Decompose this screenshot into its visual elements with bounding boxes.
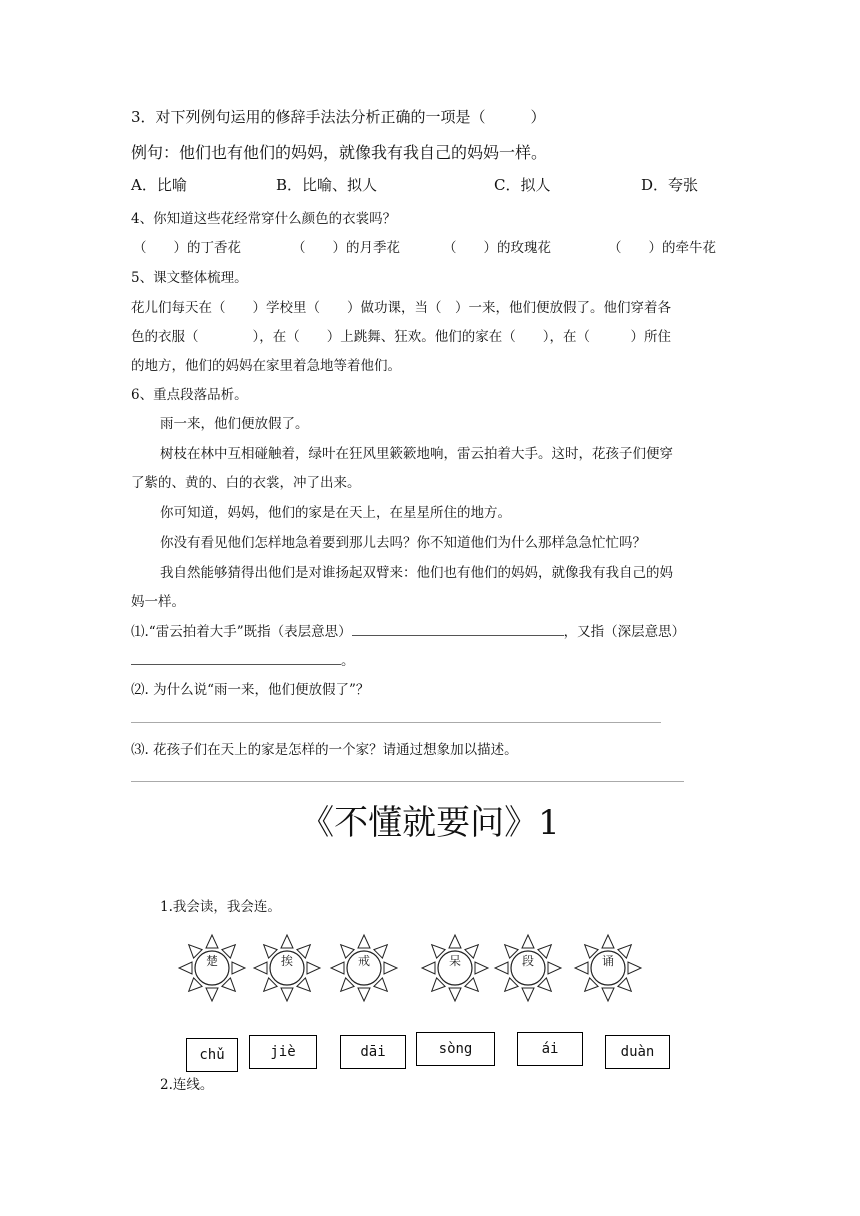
sun-ray (548, 962, 561, 974)
q4-blank-1: （ ）的丁香花 (133, 240, 241, 256)
q6-sub1-prefix: ⑴.“雷云拍着大手”既指（表层意思） (131, 624, 352, 640)
section-title: 《不懂就要问》1 (300, 803, 560, 843)
sun-ray (206, 988, 218, 1001)
pinyin-text: sòng (438, 1041, 473, 1057)
sun-ray (602, 988, 614, 1001)
q3-option-d: D．夸张 (641, 176, 699, 194)
sun-ray (628, 962, 641, 974)
q6-sub1-line2 (131, 649, 355, 669)
exercise-2-label: 2.连线。 (160, 1077, 214, 1093)
pinyin-text: dāi (360, 1044, 386, 1060)
pinyin-text: ái (541, 1041, 559, 1057)
sun-icon[interactable] (495, 935, 561, 1001)
sun-icon[interactable] (575, 935, 641, 1001)
q4-stem: 4、你知道这些花经常穿什么颜色的衣裳吗？ (131, 211, 397, 227)
sun-ray (307, 962, 320, 974)
q6-paragraph-5: 我自然能够猜得出他们是对谁扬起双臂来：他们也有他们的妈妈，就像我有我自己的妈 (160, 565, 673, 581)
sun-character: 挨 (280, 954, 294, 968)
q6-paragraph-4: 你没有看见他们怎样地急着要到那儿去吗？你不知道他们为什么那样急急忙忙吗？ (160, 535, 646, 551)
sun-ray (206, 935, 218, 948)
sun-ray (384, 962, 397, 974)
pinyin-text: chǔ (199, 1047, 225, 1063)
q6-paragraph-2-cont: 了紫的、黄的、白的衣裳，冲了出来。 (131, 475, 361, 491)
answer-blank[interactable] (352, 621, 564, 636)
q6-paragraph-3: 你可知道，妈妈，他们的家是在天上，在星星所住的地方。 (160, 505, 511, 521)
sun-ray (602, 935, 614, 948)
sun-character: 戒 (357, 954, 371, 968)
sun-ray (232, 962, 245, 974)
q5-stem: 5、课文整体梳理。 (131, 270, 248, 286)
sun-ray (522, 935, 534, 948)
sun-ray (422, 962, 435, 974)
q4-blank-3: （ ）的玫瑰花 (443, 240, 551, 256)
sun-ray (358, 935, 370, 948)
q6-paragraph-1: 雨一来，他们便放假了。 (160, 416, 309, 432)
sun-ray (449, 988, 461, 1001)
q5-line-1: 花儿们每天在（ ）学校里（ ）做功课，当（ ）一来，他们便放假了。他们穿着各 (131, 300, 671, 316)
sun-ray (522, 988, 534, 1001)
pinyin-text: jiè (270, 1044, 296, 1060)
pinyin-box[interactable] (186, 1038, 238, 1072)
pinyin-box[interactable] (517, 1032, 583, 1066)
q6-sub1 (131, 620, 685, 640)
q3-option-b: B．比喻、拟人 (276, 176, 378, 194)
sun-icon[interactable] (179, 935, 245, 1001)
pinyin-box[interactable] (340, 1035, 406, 1069)
sun-character: 段 (521, 954, 535, 968)
sun-ray (358, 988, 370, 1001)
sun-character: 呆 (448, 954, 462, 968)
q4-blank-2: （ ）的月季花 (292, 240, 400, 256)
sun-ray (281, 988, 293, 1001)
q6-sub3: ⑶. 花孩子们在天上的家是怎样的一个家？请通过想象加以描述。 (131, 742, 518, 758)
sun-icon[interactable] (331, 935, 397, 1001)
pinyin-box[interactable] (605, 1035, 670, 1069)
sun-ray (575, 962, 588, 974)
q3-option-c: C．拟人 (494, 176, 551, 194)
pinyin-box[interactable] (416, 1032, 495, 1066)
q5-line-3: 的地方，他们的妈妈在家里着急地等着他们。 (131, 358, 401, 374)
sun-character: 诵 (601, 954, 615, 968)
answer-line[interactable] (131, 781, 684, 782)
q6-sub1-mid: ，又指（深层意思） (563, 624, 686, 640)
q3-example: 例句：他们也有他们的妈妈，就像我有我自己的妈妈一样。 (131, 143, 548, 162)
sun-icon[interactable] (422, 935, 488, 1001)
pinyin-box[interactable] (249, 1035, 317, 1069)
sun-ray (281, 935, 293, 948)
q4-blank-4: （ ）的牵牛花 (608, 240, 716, 256)
sun-character: 楚 (205, 954, 219, 968)
sun-ray (475, 962, 488, 974)
sun-characters (0, 930, 860, 1010)
q6-sub2: ⑵. 为什么说“雨一来，他们便放假了”？ (131, 682, 370, 698)
q6-paragraph-2: 树枝在林中互相碰触着，绿叶在狂风里簌簌地响，雷云拍着大手。这时，花孩子们便穿 (160, 446, 673, 462)
q3-option-a: A．比喻 (131, 176, 187, 194)
q5-line-2: 色的衣服（ ），在（ ）上跳舞、狂欢。他们的家在（ ），在（ ）所住 (131, 329, 671, 345)
q6-sub1-end: 。 (341, 653, 355, 669)
pinyin-text: duàn (620, 1044, 655, 1060)
q6-stem: 6、重点段落品析。 (131, 387, 248, 403)
sun-ray (254, 962, 267, 974)
q3-stem: 3．对下列例句运用的修辞手法法分析正确的一项是（ ） (131, 108, 546, 126)
sun-icon[interactable] (254, 935, 320, 1001)
sun-ray (331, 962, 344, 974)
sun-ray (179, 962, 192, 974)
q6-paragraph-5-cont: 妈一样。 (131, 594, 185, 610)
answer-blank[interactable] (131, 650, 341, 665)
sun-ray (449, 935, 461, 948)
answer-line[interactable] (131, 722, 661, 723)
exercise-1-label: 1.我会读，我会连。 (160, 899, 281, 915)
sun-ray (495, 962, 508, 974)
